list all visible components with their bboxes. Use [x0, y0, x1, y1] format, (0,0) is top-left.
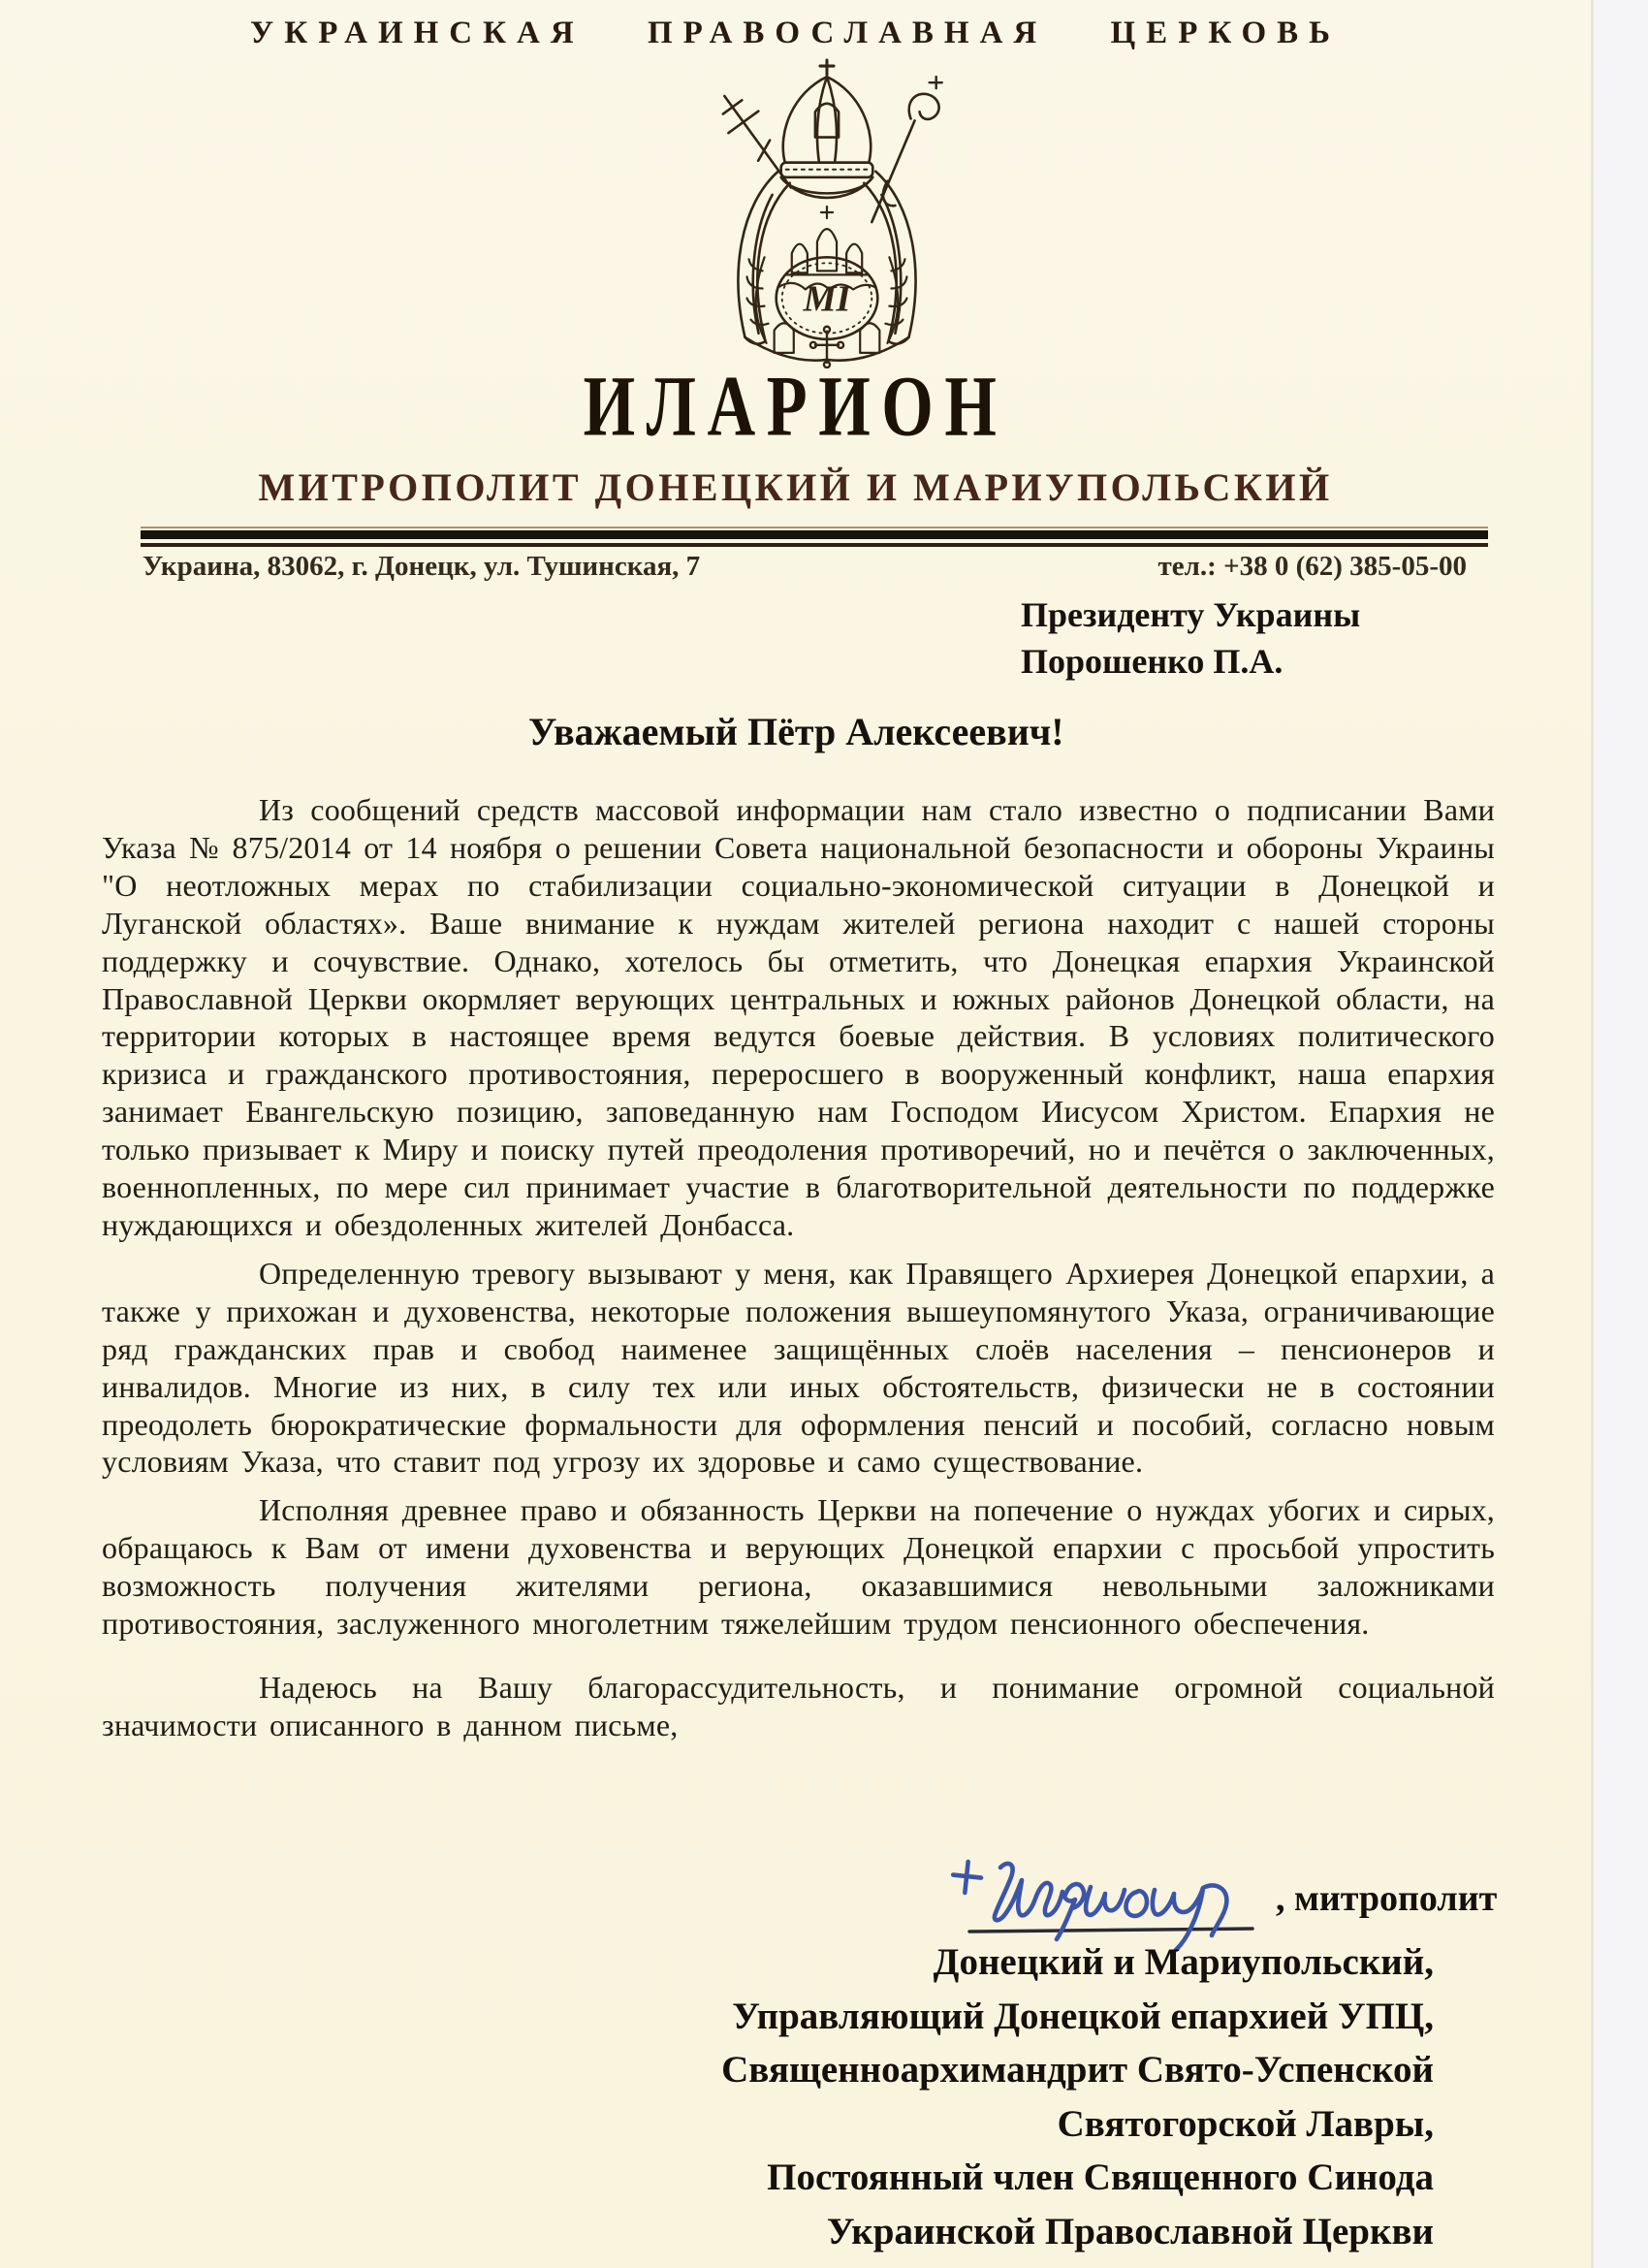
crozier-icon: [872, 77, 941, 222]
patriarchal-cross-icon: [710, 85, 807, 199]
closing-paragraph: Надеюсь на Вашу благорассудительность, и понимание огромной социальной значимости описанного в данном письме,: [102, 1669, 1495, 1742]
signoff-titles: [721, 1935, 1434, 2258]
signoff-line: Постоянный член Священного Синода: [767, 2156, 1434, 2198]
signature-plus-cross: [951, 1861, 982, 1895]
signature-underline: [969, 1929, 1252, 1932]
addressee-line: Президенту Украины: [1021, 595, 1361, 634]
divider-hairline: [141, 527, 1488, 528]
postal-address: Украина, 83062, г. Донецк, ул. Тушинская, 7: [143, 551, 701, 582]
letterhead-divider: [141, 527, 1488, 547]
addressee-line: Порошенко П.А.: [1021, 642, 1284, 681]
lavra-church-art: [778, 207, 876, 290]
body-paragraph: Исполняя древнее право и обязанность Церкви на попечение о нуждах убогих и сирых, обращаюсь к Вам от имени духовенства и верующих Донецкой епархии с просьбой упростить возможность получения жителями региона, оказавшимися невольными заложниками противостояния, заслуженного многолетним тяжелейшим трудом пенсионного обеспечения.: [102, 1492, 1495, 1642]
phone-number: тел.: +38 0 (62) 385-05-00: [1157, 551, 1467, 582]
body-paragraph: Определенную тревогу вызывают у меня, как Правящего Архиерея Донецкой епархии, а также у прихожан и духовенства, некоторые положения вышеупомянутого Указа, ограничивающие ряд гражданских прав и свобод наименее защищённых слоёв населения – пенсионеров и инвалидов. Многие из них, в силу тех или иных обстоятельств, физически не в состоянии преодолеть бюрократические формальности для оформления пенсий и пособий, согласно новым условиям Указа, что ставит под угрозу их здоровье и само существование.: [102, 1255, 1495, 1480]
signature-typed-suffix: , митрополит: [1276, 1878, 1498, 1919]
contact-row: [143, 551, 1467, 583]
divider-thick-line: [141, 530, 1488, 539]
signoff-line: Донецкий и Мариупольский,: [933, 1941, 1434, 1983]
signoff-line: Украинской Православной Церкви: [826, 2210, 1434, 2252]
mitre-cross-icon: [820, 60, 834, 75]
addressee-block: [1021, 591, 1360, 685]
signoff-line: Святогорской Лавры,: [1057, 2102, 1434, 2145]
signoff-line: Священноархимандрит Свято-Успенской: [721, 2049, 1434, 2091]
body-paragraph: Из сообщений средств массовой информации нам стало известно о подписании Вами Указа № 875/2014 от 14 ноября о решении Совета национальной безопасности и обороны Украины "О неотложных мерах по стабилизации социально-экономической ситуации в Донецкой и Луганской областях». Ваше внимание к нуждам жителей региона находит с нашей стороны поддержку и сочувствие. Однако, хотелось бы отметить, что Донецкая епархия Украинской Православной Церкви окормляет верующих центральных и южных районов Донецкой области, на территории которых в настоящее время ведутся боевые действия. В условиях политического кризиса и гражданского противостояния, переросшего в вооруженный конфликт, наша епархия занимает Евангельскую позицию, заповеданную нам Господом Иисусом Христом. Епархия не только призывает к Миру и поиску путей преодоления противоречий, но и печётся о заключенных, военнопленных, по мере сил принимает участие в благотворительной деятельности по поддержке нуждающихся и обездоленных жителей Донбасса.: [102, 792, 1495, 1242]
signoff-line: Управляющий Донецкой епархией УПЦ,: [732, 1995, 1434, 2037]
mitre-icon: [783, 77, 871, 163]
church-name-header: УКРАИНСКАЯ ПРАВОСЛАВНАЯ ЦЕРКОВЬ: [250, 16, 1341, 50]
metropolitan-coat-of-arms: [679, 56, 975, 368]
salutation: Уважаемый Пётр Алексеевич!: [528, 710, 1064, 753]
metropolitan-subtitle: МИТРОПОЛИТ ДОНЕЦКИЙ И МАРИУПОЛЬСКИЙ: [258, 465, 1333, 509]
metropolitan-name-title: ИЛАРИОН: [583, 359, 1008, 455]
divider-thin-line: [141, 543, 1488, 547]
emblem-monogram: МІ: [803, 278, 851, 320]
scan-edge-background: [1591, 0, 1648, 2268]
letter-body: [102, 791, 1495, 1744]
